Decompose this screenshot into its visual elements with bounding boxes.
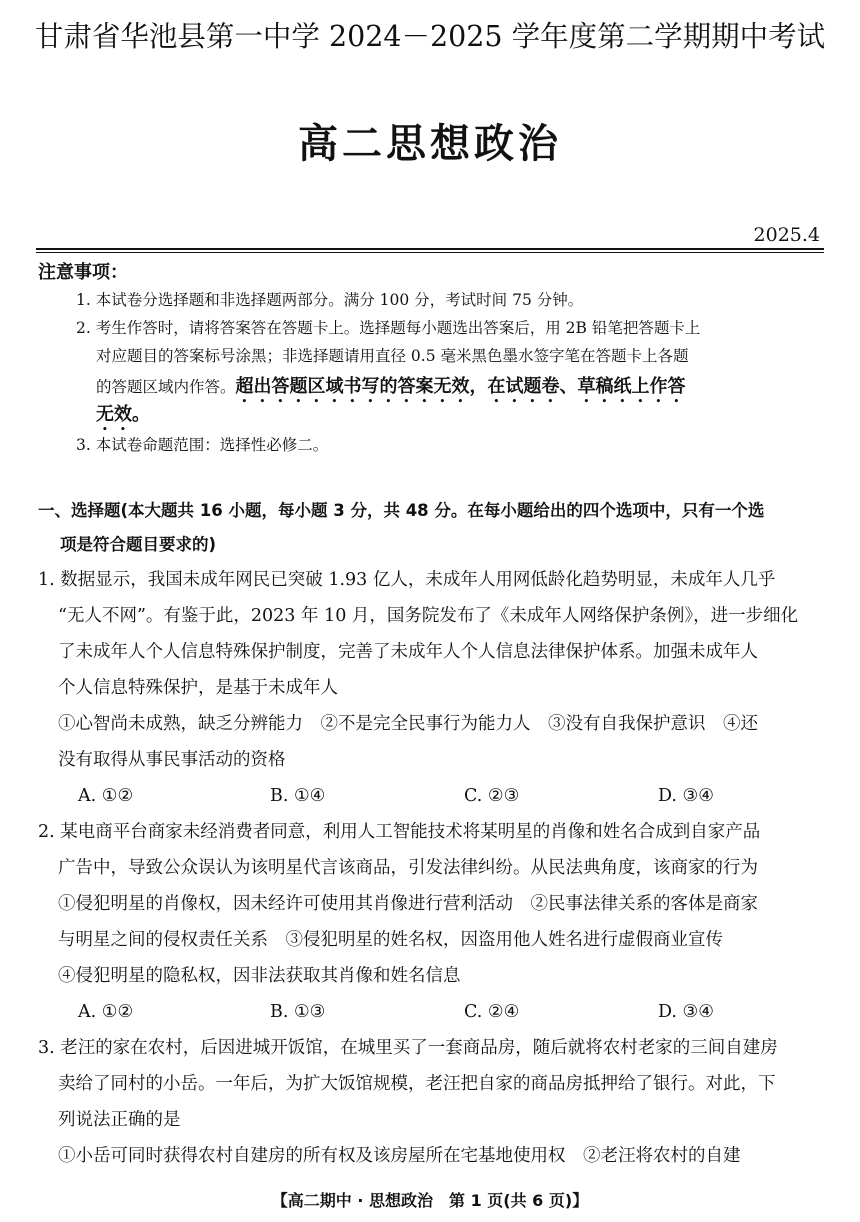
section-1-heading bbox=[38, 494, 830, 562]
q1-statements: ①心智尚未成熟，缺乏分辨能力 ②不是完全民事行为能力人 ③没有自我保护意识 ④还 bbox=[58, 714, 758, 734]
notice-emphasis-text: 超出答题区域书写的答案无效，在试题卷、草稿纸上作答 bbox=[235, 376, 686, 397]
section-1-heading-line-2: 项是符合题目要求的) bbox=[60, 535, 217, 554]
page-footer: 【高二期中 · 思想政治 第 1 页(共 6 页)】 bbox=[271, 1191, 589, 1210]
q2-options bbox=[38, 994, 826, 1030]
notice-item-3: 3. 本试卷命题范围：选择性必修二。 bbox=[76, 436, 329, 454]
q3-line: 3. 老汪的家在农村，后因进城开饭馆，在城里买了一套商品房，随后就将农村老家的三间自建房 bbox=[38, 1038, 778, 1058]
q3-line: 列说法正确的是 bbox=[58, 1110, 181, 1130]
q2-statements: ④侵犯明星的隐私权，因非法获取其肖像和姓名信息 bbox=[58, 966, 461, 986]
notice-item-2-line-4 bbox=[76, 398, 824, 426]
q1-option-d: D. ③④ bbox=[658, 786, 714, 806]
notice-item-2-line-1: 2. 考生作答时，请将答案答在答题卡上。选择题每小题选出答案后，用 2B 铅笔把答题卡上 bbox=[76, 319, 701, 337]
notice-emphasis-end: 无效。 bbox=[96, 404, 150, 425]
q2-option-a: A. ①② bbox=[78, 1002, 134, 1022]
q2-option-c: C. ②④ bbox=[464, 1002, 520, 1022]
q3-line: 卖给了同村的小岳。一年后，为扩大饭馆规模，老汪把自家的商品房抵押给了银行。对此，下 bbox=[58, 1074, 776, 1094]
notice-item-2-line-3 bbox=[76, 370, 824, 398]
notice-item-2-plain: 的答题区域内作答。 bbox=[96, 378, 236, 396]
q1-option-a: A. ①② bbox=[78, 786, 134, 806]
school-exam-title: 甘肃省华池县第一中学 2024－2025 学年度第二学期期中考试 bbox=[34, 20, 826, 53]
notice-list bbox=[76, 286, 824, 460]
q2-statements: ①侵犯明星的肖像权，因未经许可使用其肖像进行营利活动 ②民事法律关系的客体是商家 bbox=[58, 894, 758, 914]
section-1-heading-line-1: 一、选择题(本大题共 16 小题，每小题 3 分，共 48 分。在每小题给出的四个选项中，只有一个选 bbox=[38, 501, 765, 520]
q1-line: “无人不网”。有鉴于此，2023 年 10 月，国务院发布了《未成年人网络保护条例》，进一步细化 bbox=[58, 606, 799, 626]
notice-item-2 bbox=[76, 314, 824, 426]
q3-statements: ①小岳可同时获得农村自建房的所有权及该房屋所在宅基地使用权 ②老汪将农村的自建 bbox=[58, 1146, 741, 1166]
notice-item-2-line-2: 对应题目的答案标号涂黑；非选择题请用直径 0.5 毫米黑色墨水签字笔在答题卡上各题 bbox=[96, 347, 689, 365]
q1-line: 1. 数据显示，我国未成年网民已突破 1.93 亿人，未成年人用网低龄化趋势明显，未成年人几乎 bbox=[38, 570, 776, 590]
q1-statements: 没有取得从事民事活动的资格 bbox=[58, 750, 286, 770]
exam-date: 2025.4 bbox=[753, 224, 820, 246]
q2-option-d: D. ③④ bbox=[658, 1002, 714, 1022]
q1-line: 个人信息特殊保护，是基于未成年人 bbox=[58, 678, 338, 698]
q2-option-b: B. ①③ bbox=[270, 1002, 326, 1022]
subject-title: 高二思想政治 bbox=[298, 121, 562, 167]
questions-list bbox=[38, 562, 826, 1174]
q1-option-c: C. ②③ bbox=[464, 786, 520, 806]
notice-heading: 注意事项： bbox=[38, 262, 128, 283]
q1-line: 了未成年人个人信息特殊保护制度，完善了未成年人个人信息法律保护体系。加强未成年人 bbox=[58, 642, 758, 662]
header-divider-thin bbox=[36, 252, 824, 253]
q2-line: 2. 某电商平台商家未经消费者同意，利用人工智能技术将某明星的肖像和姓名合成到自家产品 bbox=[38, 822, 761, 842]
q1-options bbox=[38, 778, 826, 814]
notice-item-1: 1. 本试卷分选择题和非选择题两部分。满分 100 分，考试时间 75 分钟。 bbox=[76, 291, 584, 309]
q2-line: 广告中，导致公众误认为该明星代言该商品，引发法律纠纷。从民法典角度，该商家的行为 bbox=[58, 858, 758, 878]
header-divider bbox=[36, 248, 824, 250]
q1-option-b: B. ①④ bbox=[270, 786, 326, 806]
q2-statements: 与明星之间的侵权责任关系 ③侵犯明星的姓名权，因盗用他人姓名进行虚假商业宣传 bbox=[58, 930, 723, 950]
